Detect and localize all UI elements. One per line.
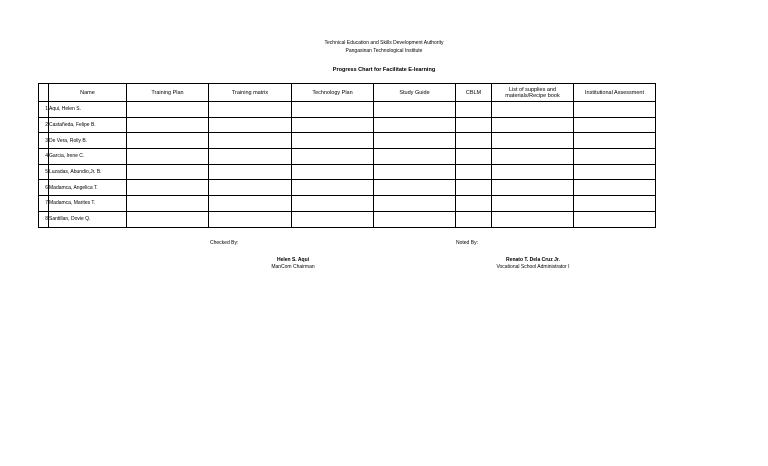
progress-cell	[456, 133, 492, 149]
progress-cell	[209, 196, 292, 212]
progress-cell	[456, 196, 492, 212]
progress-cell	[456, 180, 492, 196]
progress-cell	[127, 211, 209, 227]
progress-cell	[127, 149, 209, 165]
trainee-name: Aqui, Helen S.	[49, 102, 127, 118]
progress-cell	[456, 149, 492, 165]
progress-cell	[374, 164, 456, 180]
progress-cell	[127, 102, 209, 118]
row-number: 5	[39, 164, 49, 180]
progress-cell	[292, 133, 374, 149]
progress-cell	[374, 211, 456, 227]
agency-name: Technical Education and Skills Development Authority	[324, 40, 444, 46]
progress-cell	[574, 164, 656, 180]
progress-cell	[209, 211, 292, 227]
trainee-name: De Vera, Rolly B.	[49, 133, 127, 149]
progress-cell	[292, 180, 374, 196]
row-number: 7	[39, 196, 49, 212]
checked-by-label: Checked By:	[210, 240, 239, 246]
progress-cell	[127, 180, 209, 196]
col-technology-plan: Technology Plan	[292, 84, 374, 102]
col-training-matrix: Training matrix	[209, 84, 292, 102]
progress-cell	[456, 117, 492, 133]
progress-cell	[574, 180, 656, 196]
progress-cell	[292, 149, 374, 165]
progress-cell	[574, 117, 656, 133]
progress-cell	[292, 164, 374, 180]
progress-cell	[492, 196, 574, 212]
checker-title: ManCom Chairman	[271, 264, 315, 270]
progress-cell	[292, 102, 374, 118]
table-row	[39, 149, 656, 165]
progress-cell	[292, 117, 374, 133]
trainee-name: Madamca, Marites T.	[49, 196, 127, 212]
progress-cell	[209, 102, 292, 118]
progress-cell	[492, 133, 574, 149]
col-training-plan: Training Plan	[127, 84, 209, 102]
progress-cell	[574, 149, 656, 165]
document-title: Progress Chart for Facilitate E-learning	[332, 67, 436, 73]
progress-cell	[374, 102, 456, 118]
progress-cell	[127, 196, 209, 212]
progress-cell	[209, 149, 292, 165]
progress-cell	[492, 102, 574, 118]
progress-cell	[492, 164, 574, 180]
progress-cell	[456, 211, 492, 227]
table-row	[39, 180, 656, 196]
noted-by-label: Noted By:	[456, 240, 478, 246]
checker-name: Helen S. Aqui	[276, 257, 310, 263]
col-number	[39, 84, 49, 102]
progress-cell	[492, 117, 574, 133]
institute-name: Pangasinan Technological Institute	[345, 48, 423, 54]
header-row	[39, 84, 656, 102]
col-institutional-assessment: Institutional Assessment	[574, 84, 656, 102]
progress-cell	[374, 149, 456, 165]
noter-name: Renato T. Dela Cruz Jr.	[506, 257, 560, 263]
progress-cell	[492, 211, 574, 227]
progress-cell	[209, 133, 292, 149]
progress-cell	[374, 117, 456, 133]
progress-cell	[374, 196, 456, 212]
progress-cell	[456, 102, 492, 118]
table-row	[39, 211, 656, 227]
col-study-guide: Study Guide	[374, 84, 456, 102]
table-row	[39, 164, 656, 180]
trainee-name: Madamca, Angelica T.	[49, 180, 127, 196]
row-number: 3	[39, 133, 49, 149]
progress-cell	[456, 164, 492, 180]
progress-cell	[127, 133, 209, 149]
progress-cell	[574, 133, 656, 149]
progress-cell	[292, 211, 374, 227]
table-row	[39, 117, 656, 133]
progress-cell	[127, 164, 209, 180]
table-row	[39, 196, 656, 212]
progress-cell	[292, 196, 374, 212]
progress-cell	[492, 149, 574, 165]
progress-cell	[374, 180, 456, 196]
row-number: 4	[39, 149, 49, 165]
progress-table	[38, 83, 656, 228]
row-number: 1	[39, 102, 49, 118]
progress-cell	[574, 211, 656, 227]
trainee-name: Castañeda, Felipe B.	[49, 117, 127, 133]
trainee-name: Luzadas, Abundio,Jr. B.	[49, 164, 127, 180]
noter-title: Vocational School Administrator I	[496, 264, 570, 270]
progress-cell	[209, 180, 292, 196]
col-supplies: List of supplies and materials/Recipe book	[492, 84, 574, 102]
col-cblm: CBLM	[456, 84, 492, 102]
row-number: 6	[39, 180, 49, 196]
progress-cell	[127, 117, 209, 133]
trainee-name: Santillan, Dovie Q.	[49, 211, 127, 227]
table-row	[39, 102, 656, 118]
col-name: Name	[49, 84, 127, 102]
row-number: 2	[39, 117, 49, 133]
progress-cell	[492, 180, 574, 196]
row-number: 8	[39, 211, 49, 227]
progress-cell	[374, 133, 456, 149]
progress-cell	[209, 164, 292, 180]
progress-cell	[574, 196, 656, 212]
table-row	[39, 133, 656, 149]
progress-cell	[209, 117, 292, 133]
progress-cell	[574, 102, 656, 118]
trainee-name: Garcia, Irene C.	[49, 149, 127, 165]
